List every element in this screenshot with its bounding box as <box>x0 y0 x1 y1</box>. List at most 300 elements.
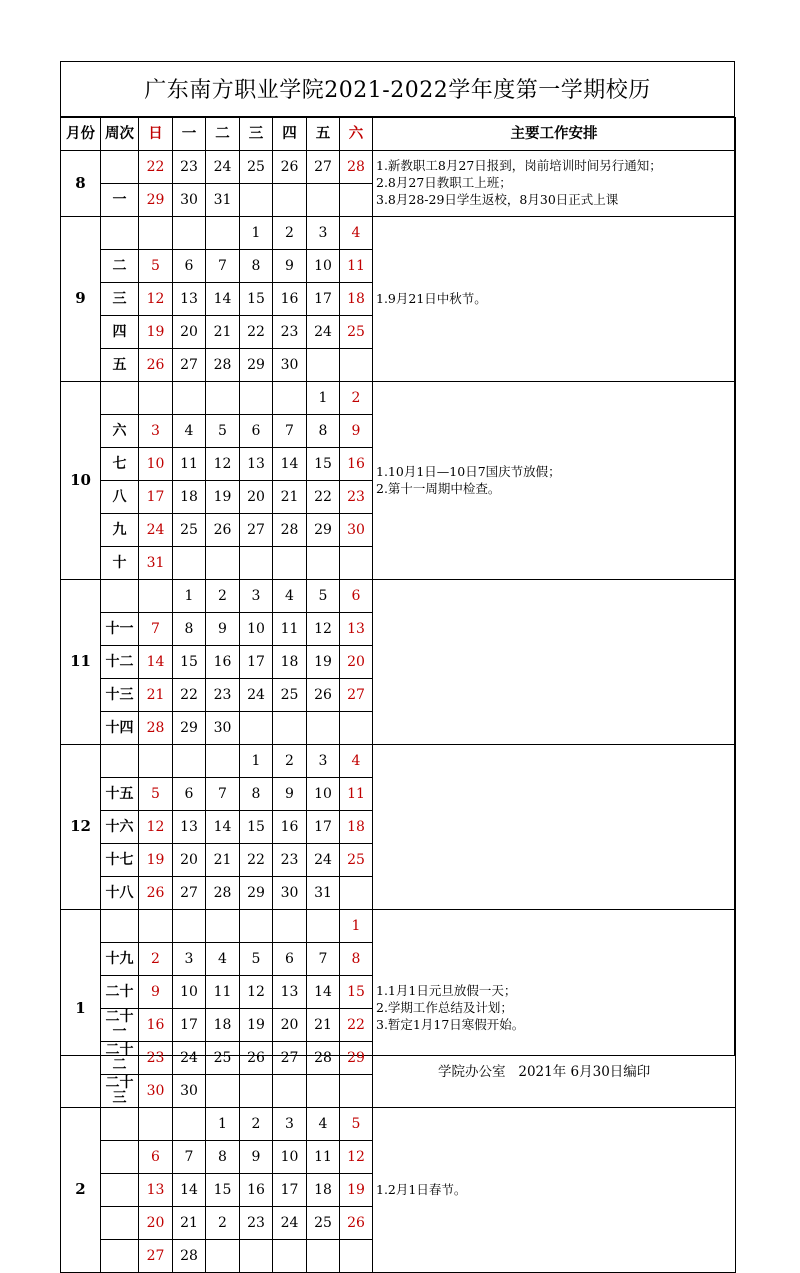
month-cell: 11 <box>61 580 101 745</box>
day-cell-fri: 8 <box>307 415 340 448</box>
day-cell-wed <box>240 184 273 217</box>
month-cell: 10 <box>61 382 101 580</box>
note-line: 1.1月1日元旦放假一天； <box>376 983 517 999</box>
week-number-cell: 十一 <box>101 613 139 646</box>
week-number-cell <box>101 580 139 613</box>
day-cell-wed: 26 <box>240 1042 273 1075</box>
month-cell: 2 <box>61 1108 101 1273</box>
header-week: 周次 <box>101 118 139 151</box>
day-cell-sun: 3 <box>139 415 173 448</box>
note-line: 2.学期工作总结及计划； <box>376 1000 513 1016</box>
day-cell-fri: 24 <box>307 316 340 349</box>
day-cell-fri: 27 <box>307 151 340 184</box>
day-cell-sun <box>139 217 173 250</box>
day-cell-tue: 15 <box>206 1174 240 1207</box>
day-cell-sun: 27 <box>139 1240 173 1273</box>
day-cell-fri: 28 <box>307 1042 340 1075</box>
day-cell-sun: 10 <box>139 448 173 481</box>
day-cell-wed <box>240 712 273 745</box>
day-cell-sat: 18 <box>340 283 373 316</box>
day-cell-sat <box>340 184 373 217</box>
day-cell-sat <box>340 712 373 745</box>
day-cell-thu: 24 <box>273 1207 307 1240</box>
day-cell-thu: 20 <box>273 1009 307 1042</box>
day-cell-tue: 21 <box>206 316 240 349</box>
day-cell-mon: 29 <box>173 712 206 745</box>
day-cell-fri: 24 <box>307 844 340 877</box>
day-cell-wed: 19 <box>240 1009 273 1042</box>
day-cell-sat: 27 <box>340 679 373 712</box>
day-cell-sun: 2 <box>139 943 173 976</box>
day-cell-wed: 27 <box>240 514 273 547</box>
day-cell-thu: 13 <box>273 976 307 1009</box>
day-cell-tue: 25 <box>206 1042 240 1075</box>
week-number-cell: 十三 <box>101 679 139 712</box>
week-number-cell: 十五 <box>101 778 139 811</box>
header-sun: 日 <box>139 118 173 151</box>
week-number-cell: 五 <box>101 349 139 382</box>
day-cell-tue: 19 <box>206 481 240 514</box>
day-cell-sun: 28 <box>139 712 173 745</box>
day-cell-wed: 8 <box>240 250 273 283</box>
day-cell-tue: 8 <box>206 1141 240 1174</box>
week-number-cell: 二十三 <box>101 1075 139 1108</box>
day-cell-mon: 25 <box>173 514 206 547</box>
week-row <box>61 217 736 250</box>
header-row <box>61 118 736 151</box>
day-cell-tue: 18 <box>206 1009 240 1042</box>
day-cell-mon: 23 <box>173 151 206 184</box>
day-cell-sun <box>139 1108 173 1141</box>
day-cell-fri: 15 <box>307 448 340 481</box>
day-cell-mon: 27 <box>173 349 206 382</box>
week-number-cell: 十七 <box>101 844 139 877</box>
day-cell-tue: 2 <box>206 580 240 613</box>
day-cell-sun: 31 <box>139 547 173 580</box>
day-cell-sat: 8 <box>340 943 373 976</box>
day-cell-fri: 17 <box>307 811 340 844</box>
day-cell-fri <box>307 1240 340 1273</box>
work-arrangement-cell <box>373 217 736 382</box>
week-number-cell <box>101 1174 139 1207</box>
day-cell-sun: 6 <box>139 1141 173 1174</box>
header-sat: 六 <box>340 118 373 151</box>
month-cell: 12 <box>61 745 101 910</box>
day-cell-sun: 13 <box>139 1174 173 1207</box>
day-cell-mon: 8 <box>173 613 206 646</box>
day-cell-tue: 26 <box>206 514 240 547</box>
week-number-cell: 二十 <box>101 976 139 1009</box>
day-cell-tue: 16 <box>206 646 240 679</box>
note-line: 1.9月21日中秋节。 <box>376 290 487 306</box>
day-cell-sat: 12 <box>340 1141 373 1174</box>
day-cell-sat: 26 <box>340 1207 373 1240</box>
day-cell-thu: 18 <box>273 646 307 679</box>
week-number-cell: 三 <box>101 283 139 316</box>
day-cell-mon: 10 <box>173 976 206 1009</box>
week-number-cell: 十 <box>101 547 139 580</box>
day-cell-wed: 17 <box>240 646 273 679</box>
day-cell-fri: 3 <box>307 745 340 778</box>
day-cell-sat: 18 <box>340 811 373 844</box>
day-cell-fri <box>307 1075 340 1108</box>
note-line: 1.10月1日—10日7国庆节放假； <box>376 463 561 479</box>
week-row <box>61 1108 736 1141</box>
header-mon: 一 <box>173 118 206 151</box>
day-cell-mon <box>173 217 206 250</box>
day-cell-wed <box>240 1075 273 1108</box>
day-cell-tue: 14 <box>206 811 240 844</box>
day-cell-sat: 1 <box>340 910 373 943</box>
week-row <box>61 910 736 943</box>
day-cell-mon <box>173 382 206 415</box>
day-cell-wed: 6 <box>240 415 273 448</box>
day-cell-sat: 4 <box>340 745 373 778</box>
day-cell-tue: 9 <box>206 613 240 646</box>
day-cell-fri: 12 <box>307 613 340 646</box>
header-wed: 三 <box>240 118 273 151</box>
day-cell-sun: 26 <box>139 877 173 910</box>
day-cell-thu: 16 <box>273 811 307 844</box>
day-cell-mon: 11 <box>173 448 206 481</box>
week-row <box>61 382 736 415</box>
day-cell-mon <box>173 547 206 580</box>
day-cell-sat: 11 <box>340 778 373 811</box>
week-number-cell: 十二 <box>101 646 139 679</box>
day-cell-sat: 23 <box>340 481 373 514</box>
week-number-cell: 十四 <box>101 712 139 745</box>
month-cell: 1 <box>61 910 101 1108</box>
week-number-cell: 四 <box>101 316 139 349</box>
day-cell-wed: 15 <box>240 811 273 844</box>
header-thu: 四 <box>273 118 307 151</box>
day-cell-wed: 20 <box>240 481 273 514</box>
day-cell-mon: 27 <box>173 877 206 910</box>
day-cell-wed: 29 <box>240 349 273 382</box>
day-cell-mon: 6 <box>173 250 206 283</box>
day-cell-sat: 25 <box>340 844 373 877</box>
calendar-body <box>61 151 736 1273</box>
day-cell-fri: 26 <box>307 679 340 712</box>
week-row <box>61 151 736 184</box>
day-cell-mon <box>173 745 206 778</box>
day-cell-sat: 22 <box>340 1009 373 1042</box>
day-cell-tue <box>206 1240 240 1273</box>
note-line: 3.8月28-29日学生返校，8月30日正式上课 <box>376 191 619 207</box>
day-cell-sat: 15 <box>340 976 373 1009</box>
page-title <box>60 61 735 117</box>
week-number-cell: 九 <box>101 514 139 547</box>
day-cell-wed: 12 <box>240 976 273 1009</box>
day-cell-mon: 1 <box>173 580 206 613</box>
week-number-cell <box>101 151 139 184</box>
day-cell-tue: 5 <box>206 415 240 448</box>
work-arrangement-cell <box>373 1108 736 1273</box>
day-cell-tue <box>206 1075 240 1108</box>
day-cell-wed <box>240 1240 273 1273</box>
note-line: 3.暂定1月17日寒假开始。 <box>376 1016 525 1032</box>
month-cell: 8 <box>61 151 101 217</box>
week-row <box>61 580 736 613</box>
day-cell-sat: 29 <box>340 1042 373 1075</box>
day-cell-mon: 6 <box>173 778 206 811</box>
day-cell-thu <box>273 382 307 415</box>
week-number-cell: 十九 <box>101 943 139 976</box>
day-cell-tue <box>206 217 240 250</box>
day-cell-tue: 7 <box>206 250 240 283</box>
day-cell-sun: 24 <box>139 514 173 547</box>
footer <box>438 1060 650 1080</box>
note-line: 1.2月1日春节。 <box>376 1181 467 1197</box>
week-number-cell: 二十一 <box>101 1009 139 1042</box>
day-cell-thu: 30 <box>273 877 307 910</box>
day-cell-fri: 29 <box>307 514 340 547</box>
day-cell-thu: 2 <box>273 745 307 778</box>
day-cell-sat: 6 <box>340 580 373 613</box>
day-cell-tue: 2 <box>206 1207 240 1240</box>
day-cell-sat: 28 <box>340 151 373 184</box>
day-cell-fri: 4 <box>307 1108 340 1141</box>
day-cell-thu <box>273 712 307 745</box>
week-number-cell <box>101 1141 139 1174</box>
day-cell-sun: 7 <box>139 613 173 646</box>
day-cell-thu: 9 <box>273 778 307 811</box>
day-cell-fri: 25 <box>307 1207 340 1240</box>
title-text: 广东南方职业学院2021-2022学年度第一学期校历 <box>144 78 651 103</box>
day-cell-thu <box>273 184 307 217</box>
day-cell-thu: 25 <box>273 679 307 712</box>
day-cell-wed: 1 <box>240 217 273 250</box>
week-number-cell <box>101 745 139 778</box>
day-cell-tue <box>206 547 240 580</box>
work-arrangement-cell <box>373 382 736 580</box>
day-cell-sat: 30 <box>340 514 373 547</box>
day-cell-sun: 5 <box>139 250 173 283</box>
day-cell-mon: 4 <box>173 415 206 448</box>
day-cell-thu: 6 <box>273 943 307 976</box>
week-number-cell <box>101 1108 139 1141</box>
note-line: 1.新教职工8月27日报到，岗前培训时间另行通知； <box>376 158 662 174</box>
week-number-cell: 二十二 <box>101 1042 139 1075</box>
day-cell-wed: 15 <box>240 283 273 316</box>
week-number-cell: 八 <box>101 481 139 514</box>
day-cell-wed <box>240 547 273 580</box>
day-cell-thu: 3 <box>273 1108 307 1141</box>
day-cell-tue <box>206 910 240 943</box>
day-cell-sat: 25 <box>340 316 373 349</box>
day-cell-sat: 2 <box>340 382 373 415</box>
week-number-cell: 十六 <box>101 811 139 844</box>
week-number-cell: 十八 <box>101 877 139 910</box>
day-cell-sat: 16 <box>340 448 373 481</box>
week-number-cell <box>101 217 139 250</box>
day-cell-sat: 11 <box>340 250 373 283</box>
school-calendar-table <box>60 117 736 1273</box>
day-cell-wed: 23 <box>240 1207 273 1240</box>
week-number-cell: 一 <box>101 184 139 217</box>
day-cell-thu <box>273 547 307 580</box>
day-cell-sat: 4 <box>340 217 373 250</box>
day-cell-tue: 28 <box>206 877 240 910</box>
day-cell-tue: 1 <box>206 1108 240 1141</box>
day-cell-mon: 20 <box>173 844 206 877</box>
week-number-cell: 六 <box>101 415 139 448</box>
day-cell-sun: 14 <box>139 646 173 679</box>
day-cell-thu: 23 <box>273 844 307 877</box>
day-cell-sun: 26 <box>139 349 173 382</box>
day-cell-wed: 8 <box>240 778 273 811</box>
day-cell-mon: 17 <box>173 1009 206 1042</box>
day-cell-fri: 31 <box>307 877 340 910</box>
day-cell-mon: 22 <box>173 679 206 712</box>
day-cell-mon: 13 <box>173 811 206 844</box>
day-cell-fri: 5 <box>307 580 340 613</box>
day-cell-tue <box>206 745 240 778</box>
day-cell-thu: 2 <box>273 217 307 250</box>
day-cell-thu: 26 <box>273 151 307 184</box>
day-cell-thu: 30 <box>273 349 307 382</box>
day-cell-sun: 19 <box>139 316 173 349</box>
day-cell-tue: 4 <box>206 943 240 976</box>
footer-date: 2021年 6月30日编印 <box>518 1064 651 1080</box>
day-cell-fri <box>307 349 340 382</box>
day-cell-mon: 18 <box>173 481 206 514</box>
day-cell-wed: 5 <box>240 943 273 976</box>
day-cell-sat <box>340 547 373 580</box>
work-arrangement-cell <box>373 745 736 910</box>
day-cell-fri <box>307 910 340 943</box>
day-cell-thu: 28 <box>273 514 307 547</box>
day-cell-fri: 11 <box>307 1141 340 1174</box>
day-cell-sat: 20 <box>340 646 373 679</box>
day-cell-wed: 29 <box>240 877 273 910</box>
day-cell-sat: 5 <box>340 1108 373 1141</box>
day-cell-wed: 25 <box>240 151 273 184</box>
day-cell-sun: 21 <box>139 679 173 712</box>
header-month: 月份 <box>61 118 101 151</box>
day-cell-fri: 21 <box>307 1009 340 1042</box>
day-cell-fri: 7 <box>307 943 340 976</box>
week-row <box>61 745 736 778</box>
day-cell-wed: 16 <box>240 1174 273 1207</box>
day-cell-sun <box>139 580 173 613</box>
day-cell-fri <box>307 184 340 217</box>
header-notes: 主要工作安排 <box>373 118 736 151</box>
day-cell-thu: 16 <box>273 283 307 316</box>
work-arrangement-cell <box>373 580 736 745</box>
week-number-cell <box>101 1240 139 1273</box>
day-cell-mon: 13 <box>173 283 206 316</box>
day-cell-mon: 15 <box>173 646 206 679</box>
day-cell-mon: 30 <box>173 184 206 217</box>
day-cell-thu: 23 <box>273 316 307 349</box>
day-cell-tue: 30 <box>206 712 240 745</box>
day-cell-sun <box>139 910 173 943</box>
day-cell-sun: 20 <box>139 1207 173 1240</box>
day-cell-fri: 22 <box>307 481 340 514</box>
day-cell-wed <box>240 382 273 415</box>
day-cell-thu: 4 <box>273 580 307 613</box>
day-cell-thu <box>273 910 307 943</box>
day-cell-sun: 19 <box>139 844 173 877</box>
day-cell-wed: 3 <box>240 580 273 613</box>
day-cell-mon: 7 <box>173 1141 206 1174</box>
day-cell-wed: 10 <box>240 613 273 646</box>
day-cell-thu <box>273 1075 307 1108</box>
day-cell-tue: 12 <box>206 448 240 481</box>
day-cell-sun: 29 <box>139 184 173 217</box>
day-cell-wed: 13 <box>240 448 273 481</box>
day-cell-thu: 7 <box>273 415 307 448</box>
footer-office: 学院办公室 <box>438 1064 506 1080</box>
day-cell-sun: 30 <box>139 1075 173 1108</box>
work-arrangement-cell <box>373 151 736 217</box>
day-cell-tue: 23 <box>206 679 240 712</box>
day-cell-mon <box>173 1108 206 1141</box>
day-cell-fri: 19 <box>307 646 340 679</box>
day-cell-mon: 3 <box>173 943 206 976</box>
day-cell-sat: 9 <box>340 415 373 448</box>
day-cell-sun: 16 <box>139 1009 173 1042</box>
day-cell-fri: 18 <box>307 1174 340 1207</box>
day-cell-sun: 12 <box>139 811 173 844</box>
day-cell-fri: 10 <box>307 778 340 811</box>
day-cell-sat <box>340 1240 373 1273</box>
day-cell-mon: 30 <box>173 1075 206 1108</box>
day-cell-mon: 14 <box>173 1174 206 1207</box>
month-cell: 9 <box>61 217 101 382</box>
day-cell-sat <box>340 877 373 910</box>
day-cell-sun: 5 <box>139 778 173 811</box>
day-cell-thu: 10 <box>273 1141 307 1174</box>
day-cell-sat <box>340 349 373 382</box>
day-cell-sun: 17 <box>139 481 173 514</box>
day-cell-tue: 21 <box>206 844 240 877</box>
day-cell-fri: 17 <box>307 283 340 316</box>
week-number-cell <box>101 910 139 943</box>
week-number-cell: 二 <box>101 250 139 283</box>
day-cell-sat <box>340 1075 373 1108</box>
day-cell-tue <box>206 382 240 415</box>
day-cell-mon: 21 <box>173 1207 206 1240</box>
day-cell-thu: 11 <box>273 613 307 646</box>
day-cell-mon: 20 <box>173 316 206 349</box>
day-cell-thu <box>273 1240 307 1273</box>
note-line: 2.第十一周期中检查。 <box>376 480 501 496</box>
day-cell-wed: 9 <box>240 1141 273 1174</box>
day-cell-wed <box>240 910 273 943</box>
day-cell-sun: 22 <box>139 151 173 184</box>
day-cell-tue: 11 <box>206 976 240 1009</box>
day-cell-thu: 9 <box>273 250 307 283</box>
day-cell-wed: 22 <box>240 844 273 877</box>
note-line: 2.8月27日教职工上班； <box>376 175 512 191</box>
day-cell-mon: 28 <box>173 1240 206 1273</box>
week-number-cell: 七 <box>101 448 139 481</box>
day-cell-sun: 23 <box>139 1042 173 1075</box>
day-cell-wed: 1 <box>240 745 273 778</box>
header-tue: 二 <box>206 118 240 151</box>
day-cell-mon <box>173 910 206 943</box>
day-cell-sun: 12 <box>139 283 173 316</box>
day-cell-sun: 9 <box>139 976 173 1009</box>
day-cell-wed: 2 <box>240 1108 273 1141</box>
day-cell-tue: 14 <box>206 283 240 316</box>
day-cell-fri <box>307 547 340 580</box>
day-cell-thu: 21 <box>273 481 307 514</box>
day-cell-sun <box>139 382 173 415</box>
day-cell-tue: 24 <box>206 151 240 184</box>
